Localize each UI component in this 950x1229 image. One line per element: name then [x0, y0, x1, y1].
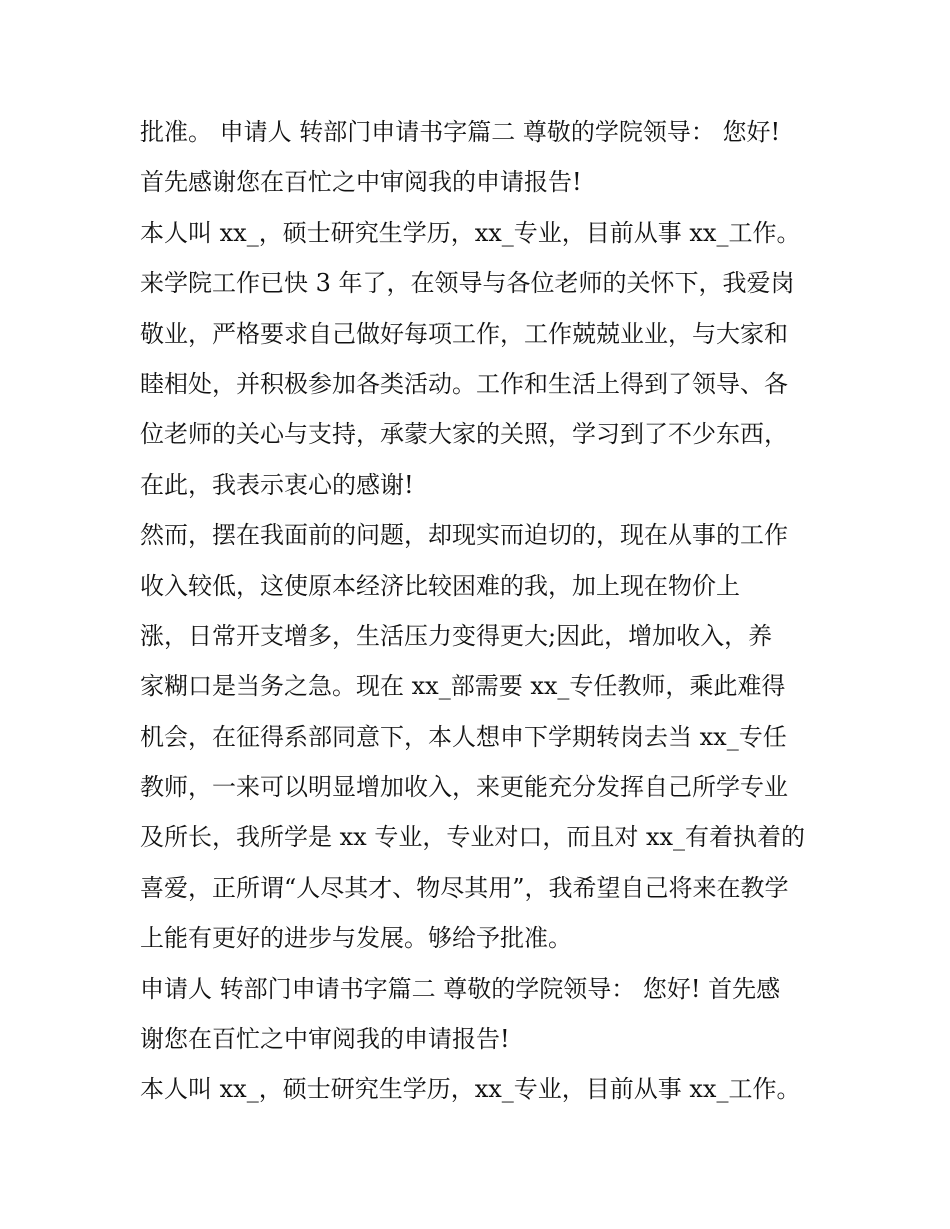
text-line: 在此，我表示衷心的感谢!	[140, 470, 414, 499]
text-line: 申请人 转部门申请书字篇二 尊敬的学院领导： 您好! 首先感	[140, 974, 781, 1003]
text-line: 来学院工作已快 3 年了，在领导与各位老师的关怀下，我爱岗	[140, 269, 795, 298]
text-line: 然而，摆在我面前的问题，却现实而迫切的，现在从事的工作	[140, 521, 788, 550]
text-line: 本人叫 xx_，硕士研究生学历，xx_专业，目前从事 xx_工作。	[140, 1075, 801, 1104]
text-line: 本人叫 xx_，硕士研究生学历，xx_专业，目前从事 xx_工作。	[140, 218, 801, 247]
text-line: 睦相处，并积极参加各类活动。工作和生活上得到了领导、各	[140, 369, 788, 398]
text-line: 位老师的关心与支持，承蒙大家的关照，学习到了不少东西，	[140, 420, 788, 449]
text-line: 敬业，严格要求自己做好每项工作，工作兢兢业业，与大家和	[140, 319, 788, 348]
text-line: 批准。 申请人 转部门申请书字篇二 尊敬的学院领导： 您好!	[140, 118, 781, 146]
text-line: 教师，一来可以明显增加收入，来更能充分发挥自己所学专业	[140, 773, 788, 802]
text-line: 家糊口是当务之急。现在 xx_部需要 xx_专任教师，乘此难得	[140, 672, 786, 701]
text-line: 上能有更好的进步与发展。够给予批准。	[140, 924, 572, 953]
text-line: 首先感谢您在百忙之中审阅我的申请报告!	[140, 168, 582, 197]
text-line: 及所长，我所学是 xx 专业，专业对口，而且对 xx_有着执着的	[140, 823, 806, 852]
text-line: 收入较低，这使原本经济比较困难的我，加上现在物价上	[140, 571, 740, 600]
text-line: 机会，在征得系部同意下，本人想申下学期转岗去当 xx_专任	[140, 722, 787, 751]
text-line: 谢您在百忙之中审阅我的申请报告!	[140, 1025, 510, 1054]
document-body	[140, 107, 830, 1115]
text-line: 涨，日常开支增多，生活压力变得更大;因此，增加收入，养	[140, 621, 773, 650]
text-line: 喜爱，正所谓“人尽其才、物尽其用”，我希望自己将来在教学	[140, 873, 789, 902]
